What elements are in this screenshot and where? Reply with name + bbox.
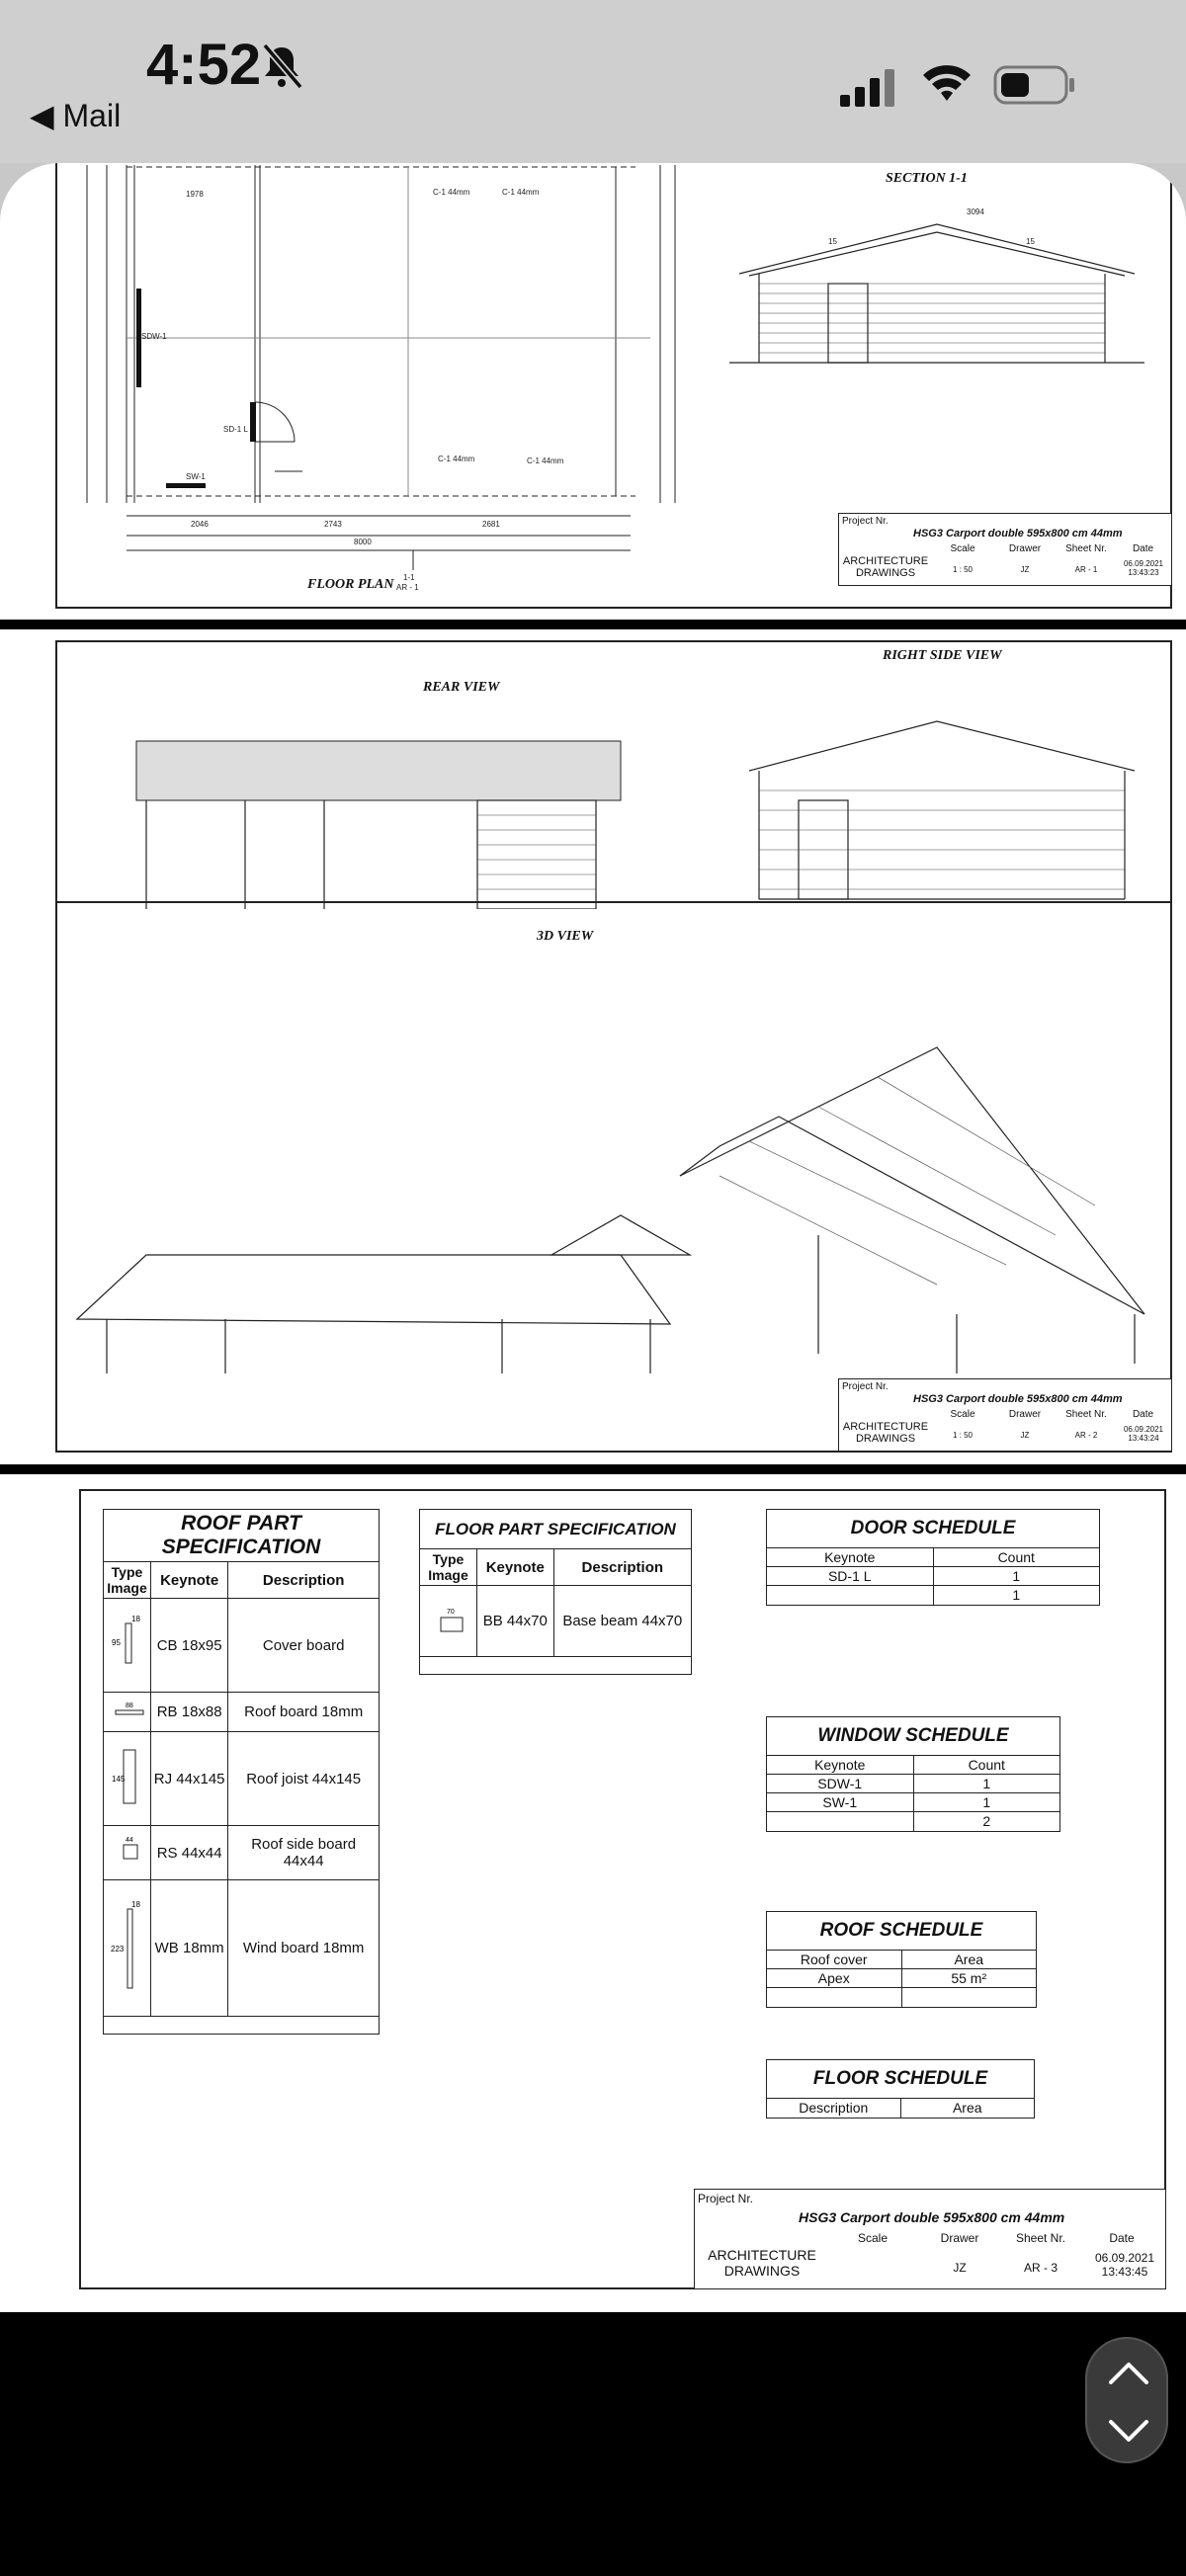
count-header: Count xyxy=(997,1549,1035,1565)
area-cell: 55 m² xyxy=(951,1970,987,1986)
table-row xyxy=(767,1775,1059,1793)
table-row xyxy=(104,1599,380,1693)
description-cell: Roof side board 44x44 xyxy=(228,1826,380,1880)
keynote-cell: RJ 44x145 xyxy=(151,1732,228,1826)
svg-text:SDW-1: SDW-1 xyxy=(141,332,167,341)
scale-value: 1 : 50 xyxy=(952,565,973,574)
description-cell: Roof joist 44x145 xyxy=(228,1732,380,1826)
date-value: 06.09.2021 13:43:45 xyxy=(1094,2251,1155,2279)
drawing-type: ARCHITECTURE DRAWINGS xyxy=(842,1421,929,1445)
col-type-image: Type Image xyxy=(420,1549,477,1586)
keynote-cell: SD-1 L xyxy=(767,1567,934,1585)
view-separator xyxy=(57,901,1172,903)
roof-cover-cell: Apex xyxy=(767,1969,902,1987)
keynote-header: Keynote xyxy=(767,1548,934,1566)
floor-plan-title: FLOOR PLAN xyxy=(307,577,394,592)
area-header: Area xyxy=(952,2100,982,2116)
keynote-cell xyxy=(767,1586,934,1605)
project-name: HSG3 Carport double 595x800 cm 44mm xyxy=(913,528,1123,540)
svg-text:70: 70 xyxy=(446,1608,455,1616)
window-schedule-title: WINDOW SCHEDULE xyxy=(767,1717,1059,1756)
project-name: HSG3 Carport double 595x800 cm 44mm xyxy=(799,2209,1065,2225)
svg-text:44: 44 xyxy=(125,1837,133,1844)
col-description: Description xyxy=(228,1562,380,1599)
area-header: Area xyxy=(954,1952,984,1967)
door-schedule-title: DOOR SCHEDULE xyxy=(767,1510,1099,1548)
header-date: Date xyxy=(1109,2231,1135,2245)
wind-board-image xyxy=(104,1880,151,2017)
table-row xyxy=(767,1586,1099,1605)
roof-part-spec-table xyxy=(103,1509,380,2035)
chevron-up-icon[interactable] xyxy=(1087,2343,1170,2402)
date-value: 06.09.2021 13:43:24 xyxy=(1123,1425,1164,1443)
drawing-type: ARCHITECTURE DRAWINGS xyxy=(842,555,929,579)
table-row xyxy=(104,1826,380,1880)
keynote-cell xyxy=(767,1812,914,1831)
roof-cover-header: Roof cover xyxy=(767,1951,902,1968)
3d-view-drawing xyxy=(67,939,1154,1373)
svg-text:1-1: 1-1 xyxy=(403,573,415,582)
svg-text:C-1 44mm: C-1 44mm xyxy=(527,457,564,465)
project-label: Project Nr. xyxy=(698,2192,754,2205)
header-sheet: Sheet Nr. xyxy=(1065,1409,1107,1420)
project-label: Project Nr. xyxy=(842,1381,889,1392)
table-row xyxy=(104,1880,380,2017)
chevron-down-icon[interactable] xyxy=(1087,2402,1170,2461)
svg-text:18: 18 xyxy=(130,1899,140,1909)
section-title: SECTION 1-1 xyxy=(886,171,968,186)
door-schedule xyxy=(766,1509,1100,1606)
sheet-value: AR - 1 xyxy=(1074,565,1098,574)
schedule-header-row xyxy=(767,2099,1034,2118)
svg-text:SW-1: SW-1 xyxy=(186,472,206,481)
table-row xyxy=(767,1793,1059,1812)
col-keynote: Keynote xyxy=(151,1562,228,1599)
svg-text:AR - 1: AR - 1 xyxy=(396,583,419,592)
wifi-icon xyxy=(921,61,973,105)
count-cell: 1 xyxy=(982,1776,991,1791)
schedule-header-row xyxy=(767,1548,1099,1567)
sheet-value: AR - 3 xyxy=(1023,2261,1058,2275)
count-cell: 1 xyxy=(1012,1568,1021,1584)
keynote-cell: CB 18x95 xyxy=(151,1599,228,1693)
rear-view-drawing xyxy=(117,711,670,909)
floor-part-spec-table xyxy=(419,1509,692,1675)
count-cell: 2 xyxy=(982,1813,991,1829)
keynote-cell: RB 18x88 xyxy=(151,1693,228,1732)
header-drawer: Drawer xyxy=(1008,1409,1042,1420)
svg-text:95: 95 xyxy=(111,1638,121,1647)
svg-text:1978: 1978 xyxy=(186,190,204,199)
header-date: Date xyxy=(1132,1409,1154,1420)
svg-text:15: 15 xyxy=(828,237,837,246)
project-name: HSG3 Carport double 595x800 cm 44mm xyxy=(913,1393,1123,1405)
roof-schedule xyxy=(766,1911,1037,2008)
page-navigation-control[interactable] xyxy=(1085,2337,1168,2463)
description-cell: Base beam 44x70 xyxy=(553,1586,691,1657)
rear-view-title: REAR VIEW xyxy=(423,680,500,695)
svg-text:88: 88 xyxy=(125,1702,133,1709)
back-to-mail-link[interactable]: ◀ Mail xyxy=(30,98,122,133)
title-block-ar3 xyxy=(694,2189,1166,2289)
sheet-ar3 xyxy=(79,1489,1166,2289)
cover-board-image xyxy=(104,1599,151,1693)
table-row xyxy=(767,1567,1099,1586)
sheet-ar1 xyxy=(55,163,1172,609)
header-scale: Scale xyxy=(950,1409,975,1420)
svg-text:3094: 3094 xyxy=(967,208,984,216)
pdf-document-viewer[interactable] xyxy=(0,163,1186,2312)
keynote-cell: BB 44x70 xyxy=(477,1586,554,1657)
status-bar xyxy=(0,0,1186,163)
floor-plan-drawing xyxy=(57,163,690,610)
keynote-header: Keynote xyxy=(767,1756,914,1774)
table-row xyxy=(104,1732,380,1826)
roof-joist-image xyxy=(104,1732,151,1826)
roof-schedule-title: ROOF SCHEDULE xyxy=(767,1912,1036,1951)
floor-spec-title: FLOOR PART SPECIFICATION xyxy=(420,1510,692,1549)
svg-text:SD-1 L: SD-1 L xyxy=(223,425,248,434)
svg-text:C-1 44mm: C-1 44mm xyxy=(502,188,540,197)
bell-muted-icon xyxy=(259,42,304,91)
sheet-ar2 xyxy=(55,640,1172,1453)
table-row xyxy=(767,1988,1036,2007)
floor-schedule-title: FLOOR SCHEDULE xyxy=(767,2060,1034,2099)
header-sheet: Sheet Nr. xyxy=(1015,2231,1066,2245)
bottom-toolbar xyxy=(0,2312,1186,2576)
keynote-cell: RS 44x44 xyxy=(151,1826,228,1880)
battery-icon xyxy=(993,65,1076,105)
status-time: 4:52 xyxy=(146,33,262,97)
dim-label: 18 xyxy=(130,1615,140,1623)
count-header: Count xyxy=(968,1757,1005,1773)
roof-spec-title: ROOF PART SPECIFICATION xyxy=(104,1510,380,1562)
title-block-ar2 xyxy=(838,1378,1172,1452)
roof-board-image xyxy=(104,1693,151,1732)
header-scale: Scale xyxy=(857,2231,889,2245)
header-date: Date xyxy=(1132,543,1154,554)
section-drawing xyxy=(729,205,1144,382)
schedule-header-row xyxy=(767,1756,1059,1775)
table-row xyxy=(767,1969,1036,1988)
col-description: Description xyxy=(553,1549,691,1586)
table-row xyxy=(767,1812,1059,1831)
keynote-cell: WB 18mm xyxy=(151,1880,228,2017)
drawer-value: JZ xyxy=(1020,1431,1030,1440)
header-drawer: Drawer xyxy=(940,2231,979,2245)
description-cell: Cover board xyxy=(228,1599,380,1693)
keynote-cell: SW-1 xyxy=(767,1793,914,1811)
keynote-cell: SDW-1 xyxy=(767,1775,914,1792)
drawer-value: JZ xyxy=(1020,565,1030,574)
count-cell: 1 xyxy=(982,1794,991,1810)
project-label: Project Nr. xyxy=(842,516,889,527)
3d-view-title: 3D VIEW xyxy=(537,929,594,944)
svg-text:2046: 2046 xyxy=(191,520,209,529)
date-value: 06.09.2021 13:43:23 xyxy=(1123,559,1164,577)
page-divider xyxy=(0,620,1186,629)
count-cell: 1 xyxy=(1012,1587,1021,1603)
description-cell: Roof board 18mm xyxy=(228,1693,380,1732)
description-header: Description xyxy=(767,2099,901,2118)
table-row xyxy=(104,1693,380,1732)
right-side-view-drawing xyxy=(739,702,1154,909)
base-beam-image xyxy=(420,1586,477,1657)
col-keynote: Keynote xyxy=(477,1549,554,1586)
window-schedule xyxy=(766,1716,1060,1832)
scale-value: 1 : 50 xyxy=(952,1431,973,1440)
description-cell: Wind board 18mm xyxy=(228,1880,380,2017)
schedule-header-row xyxy=(767,1951,1036,1969)
header-drawer: Drawer xyxy=(1008,543,1042,554)
cellular-signal-icon xyxy=(840,69,897,107)
header-scale: Scale xyxy=(950,543,975,554)
drawing-type: ARCHITECTURE DRAWINGS xyxy=(708,2247,816,2279)
drawer-value: JZ xyxy=(953,2261,967,2275)
header-sheet: Sheet Nr. xyxy=(1065,543,1107,554)
svg-text:2743: 2743 xyxy=(324,520,342,529)
right-side-view-title: RIGHT SIDE VIEW xyxy=(883,648,1002,663)
svg-text:145: 145 xyxy=(111,1775,125,1784)
svg-text:8000: 8000 xyxy=(354,538,372,546)
svg-text:C-1 44mm: C-1 44mm xyxy=(433,188,470,197)
roof-side-board-image xyxy=(104,1826,151,1880)
svg-text:223: 223 xyxy=(110,1944,124,1953)
svg-text:15: 15 xyxy=(1026,237,1035,246)
floor-schedule xyxy=(766,2059,1035,2119)
svg-text:C-1 44mm: C-1 44mm xyxy=(438,455,475,463)
sheet-value: AR - 2 xyxy=(1074,1431,1098,1440)
table-row xyxy=(420,1586,692,1657)
col-type-image: Type Image xyxy=(104,1562,151,1599)
svg-text:2681: 2681 xyxy=(482,520,500,529)
page-divider xyxy=(0,1464,1186,1474)
title-block-ar1 xyxy=(838,513,1172,586)
